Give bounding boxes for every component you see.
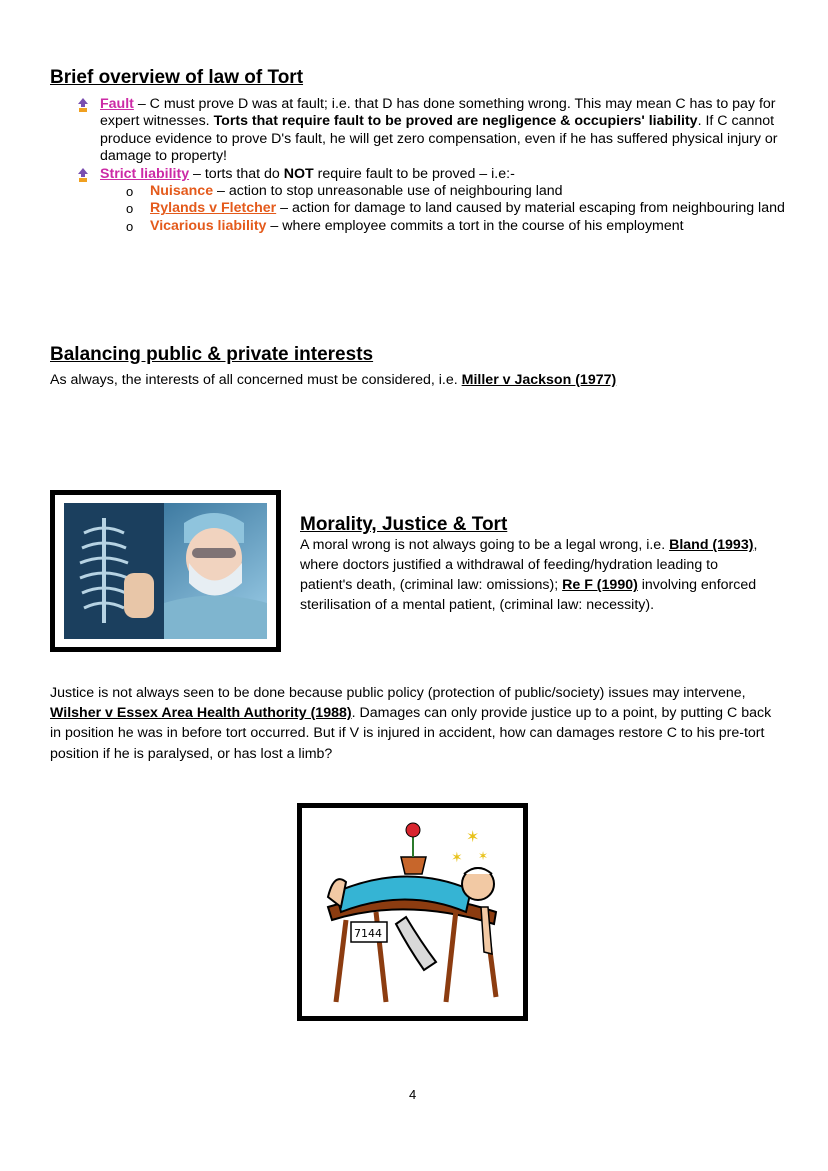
morality-section [300,516,770,615]
justice-text-2: . Damages can only provide justice up to a point, by putting C back in position he was in before tort occurred. But if V is injured in accident, how can damages restore C to his pre-tort position if he is paralysed, or has lost a limb? [50,705,772,762]
vicarious-description: – where employee commits a tort in the course of his employment [266,217,684,234]
nuisance-description: – action to stop unreasonable use of neighbouring land [213,183,563,200]
svg-text:✶: ✶ [451,850,463,866]
arrow-bullet-icon [75,97,91,113]
vicarious-term: Vicarious liability [150,217,267,234]
svg-text:✶: ✶ [466,827,480,846]
fault-description-cont: . If C cannot produce evidence to prove D's fault, he will get zero compensation, even if he has suffered physical injury or damage to property! [100,113,778,165]
sub-item-vicarious [75,218,785,235]
justice-paragraph [50,683,775,764]
rylands-description: – action for damage to land caused by material escaping from neighbouring land [276,200,785,217]
fault-bold-statement: Torts that require fault to be proved are negligence & occupiers' liability [213,113,698,130]
tort-overview-list [75,96,785,235]
case-wilsher: Wilsher v Essex Area Health Authority (1988) [50,705,352,722]
nuisance-term: Nuisance [150,183,214,200]
strict-not: NOT [283,165,314,182]
strict-description: – torts that do [189,165,284,182]
case-bland: Bland (1993) [669,537,754,554]
sub-item-rylands [75,200,785,217]
list-item-fault [75,96,785,166]
morality-text-2: , where doctors justified a withdrawal of feeding/hydration leading to patient's death, (criminal law: omissions); [300,537,758,594]
cartoon-tag-text: 7144 [354,927,382,940]
balancing-paragraph [50,372,616,389]
morality-text-1: A moral wrong is not always going to be a legal wrong, i.e. [300,537,670,554]
sub-item-nuisance [75,183,785,200]
injured-patient-image [306,812,519,1012]
morality-paragraph [300,535,770,615]
strict-liability-term: Strict liability [100,165,190,182]
xray-doctor-image [64,503,267,639]
case-re-f: Re F (1990) [562,577,638,594]
svg-text:✶: ✶ [478,849,489,863]
case-miller-v-jackson: Miller v Jackson (1977) [461,372,617,388]
rylands-term: Rylands v Fletcher [150,200,277,217]
arrow-bullet-icon [75,167,91,183]
page-number: 4 [409,1087,417,1102]
list-item-strict-liability [75,166,785,183]
fault-description: – C must prove D was at fault; i.e. that D has done something wrong. This may mean C has to pay for expert witnesses. [100,96,776,130]
section-title-tort-overview: Brief overview of law of Tort [50,67,304,88]
injured-patient-cartoon [297,803,528,1021]
circle-bullet-icon: o [126,218,134,234]
section-title-balancing: Balancing public & private interests [50,344,374,365]
strict-description-cont: require fault to be proved – i.e:- [313,165,515,182]
circle-bullet-icon: o [126,201,134,217]
section-title-morality: Morality, Justice & Tort [300,514,508,535]
xray-doctor-photo [50,490,281,652]
justice-text-1: Justice is not always seen to be done because public policy (protection of public/society) issues may intervene, [50,685,746,701]
fault-term-link: Fault [100,96,134,112]
circle-bullet-icon: o [126,184,134,200]
balancing-text: As always, the interests of all concerned must be considered, i.e. [50,372,462,388]
morality-text-3: involving enforced sterilisation of a mental patient, (criminal law: necessity). [300,577,757,614]
